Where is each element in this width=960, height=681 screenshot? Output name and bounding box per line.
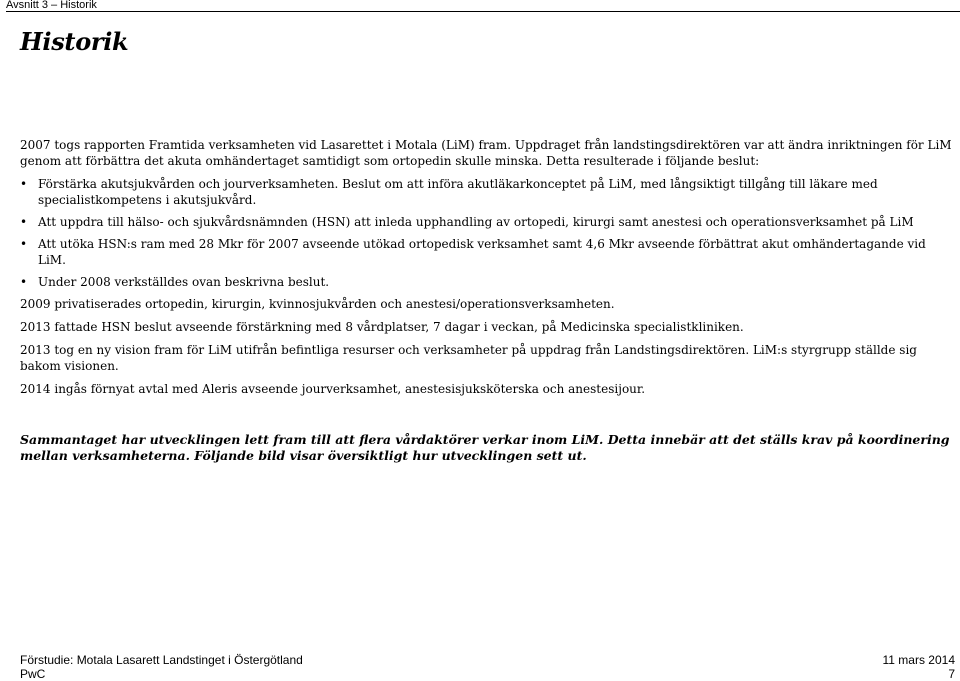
decision-list (20, 176, 955, 290)
list-item (20, 214, 955, 230)
page-number: 7 (948, 667, 955, 681)
intro-paragraph: 2007 togs rapporten Framtida verksamheten vid Lasarettet i Motala (LiM) fram. Uppdraget från landstingsdirektören var att ändra inriktningen för LiM genom att förbättra det akuta omhändertaget samtidigt som ortopedin skulle minska. Detta resulterade i följande beslut: (20, 138, 952, 168)
footer-line-2 (20, 667, 955, 681)
bullet-icon: • (20, 215, 28, 229)
spacer (20, 404, 955, 432)
paragraph-2013-vision: 2013 tog en ny vision fram för LiM utifrån befintliga resurser och verksamheter på uppdrag från Landstingsdirektören. LiM:s styrgrupp ställde sig bakom visionen. (20, 343, 917, 373)
bullet-icon: • (20, 237, 28, 251)
paragraph-2014: 2014 ingås förnyat avtal med Aleris avseende jourverksamhet, anestesisjuksköterska och anestesijour. (20, 382, 646, 396)
footer-company: PwC (20, 667, 46, 681)
list-item (20, 236, 955, 268)
section-label: Avsnitt 3 – Historik (6, 0, 97, 11)
bullet-icon: • (20, 177, 28, 191)
body-content (20, 137, 955, 471)
footer-date: 11 mars 2014 (882, 653, 955, 667)
bullet-icon: • (20, 275, 28, 289)
list-item-text: Förstärka akutsjukvården och jourverksamheten. Beslut om att införa akutläkarkonceptet på LiM, med långsiktigt tillgång till läkare med specialistkompetens i akutsjukvård. (38, 177, 878, 207)
paragraph-2009: 2009 privatiserades ortopedin, kirurgin, kvinnosjukvården och anestesi/operationsverksamheten. (20, 297, 615, 311)
summary-paragraph: Sammantaget har utvecklingen lett fram till att flera vårdaktörer verkar inom LiM. Detta innebär att det ställs krav på koordinering mellan verksamheterna. Följande bild visar översiktligt hur utvecklingen sett ut. (20, 432, 950, 463)
list-item-text: Att utöka HSN:s ram med 28 Mkr för 2007 avseende utökad ortopedisk verksamhet samt 4,6 Mkr avseende förbättrat akut omhändertagande vid LiM. (38, 237, 926, 267)
section-header (6, 0, 960, 12)
list-item-text: Att uppdra till hälso- och sjukvårdsnämnden (HSN) att inleda upphandling av ortopedi, kirurgi samt anestesi och operationsverksamhet på LiM (38, 215, 914, 229)
footer-report-title: Förstudie: Motala Lasarett Landstinget i Östergötland (20, 653, 303, 667)
page-title: Historik (20, 27, 129, 56)
footer-line-1 (20, 653, 955, 667)
list-item (20, 176, 955, 208)
list-item-text: Under 2008 verkställdes ovan beskrivna beslut. (38, 275, 330, 289)
list-item (20, 274, 955, 290)
paragraph-2013-beds: 2013 fattade HSN beslut avseende förstärkning med 8 vårdplatser, 7 dagar i veckan, på Medicinska specialistkliniken. (20, 320, 744, 334)
